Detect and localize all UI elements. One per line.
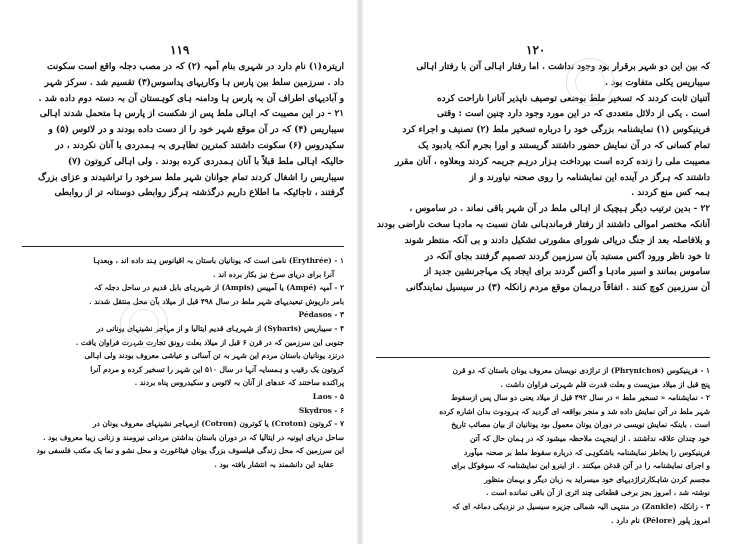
text-line: گرفتند ، تاجائیکہ ما اطلاع داریم درگذشتہ ہرگز روابطی دوستانہ تر از روابطی [54, 188, 344, 199]
footnote-line: ساحل دریای ایونیہ در ایتالیا کہ در دوران باستان بداشتن مردانی نیرومند و زنانی زیبا معروف بود . [42, 432, 344, 442]
text-line: ساموس بمانند و اسیر مادہا و آکس گردند برای ایجاد یک مہاجرنشین جدید از [424, 267, 710, 278]
footnotes [376, 364, 710, 527]
text-line: سیباریس (۴) کہ در آن موقع شہر خود را از دست داده بودند و در لائوس (۵) و [48, 125, 344, 136]
page-number: ۱۲۰ [526, 43, 546, 57]
text-line: کہ بین این دو شہر برقرار بود وجود نداشت . اما رفتار اہالی آتن با رفتار اہالی [416, 62, 710, 72]
footnote-line: عقاید این دانشمند بہ انتشار یافتہ بود . [214, 459, 334, 469]
footnotes [22, 254, 344, 472]
text-line: تمام کسانی کہ در آن نمایش حضور داشتند گریستند و اورا بجرم آنکہ یادبود یک [418, 140, 710, 151]
footnote-line: ۴ - سیباریس (Sybaris) از شہرہای قدیم ایتالیا و از مہاجر نشینہای یونانی در [96, 323, 344, 333]
page-number: ۱۱۹ [170, 43, 190, 57]
footnote-line: و اجرای نمایشنامہ را در آتن قدغن میکنند . از اینرو این نمایشنامہ کہ سوفوکل برای [451, 461, 710, 471]
footnote-line: Laos - ۵ [312, 391, 344, 401]
text-line: آتنیان ثابت کردند کہ تسخیر ملط بوضعی توصیف ناپذیر آنانرا ناراحت کرده [436, 93, 710, 104]
footnote-line: جنوبی این سرزمین کہ در قرن ۶ قبل از میلاد بعلت رونق تجارت شہرت فراوان یافت . [75, 337, 344, 347]
footnote-line: آنرا برای دریای سرخ نیز بکار برده اند . [213, 269, 334, 279]
footnote-line: مجسم کردن شاہکارتراژدیہای خود میسراید بہ زبان دیگر و بہمان منظور [484, 474, 710, 484]
footnote-line: ۷ - کروتون (Croton) یا کوترون (Cotron) ازمہاجر نشینہای معروف یونان در [92, 419, 344, 429]
book-gutter [357, 0, 363, 544]
footnote-line: پراکنده ساختند کہ عدهای از آنان بہ لائوس و سکیدروس پناه بردند . [134, 378, 344, 388]
footnote-line: بامر داریوش تبعیدیہای شہر ملط در سال ۴۹۸ قبل از میلاد بآن محل منتقل شدند . [88, 296, 344, 306]
text-line: سیباریس یکلی متفاوت بود . [605, 77, 710, 88]
library-stamp [566, 58, 614, 106]
text-line: است . یکی از دلائل متعددی کہ در این مورد وجود دارد چنین است : وقتی [436, 109, 710, 120]
body-text [22, 60, 344, 202]
text-line: داد . سرزمین سلط بین پارس ہا وکاریہای پداسوس(۳) تقسیم شد . سرکز شہر [44, 77, 344, 88]
footnote-line: پنج قبل از میلاد میزیست و بعلت قدرت قلم شہرتی فراوان داشت . [500, 379, 710, 389]
text-line: آن سرزمین کوچ کنند . اتفاقاً درہمان موقع مردم زانکلہ (۳) در سیسیل نمایندگانی [405, 283, 710, 294]
footnote-divider [22, 246, 344, 247]
footnote-line: ۱ - (Erythrée) نامی است کہ یونانیان باستان بہ اقیانوس ہند داده اند ، وبعدہا [93, 256, 344, 265]
text-line: سیباریس را اشغال کردند تمام جوانان شہر ملط سرخود را تراشیدند و عزای بزرگ [37, 172, 344, 183]
body-text [376, 60, 710, 297]
footnote-line: درنزد یونانیان باستان مردم این شہر بہ تن آسائی و عیاشی معروف بودند ولی اہالی [84, 351, 344, 361]
footnote-line: نوشتہ شد ، امروز بجز برخی قطعاتی چند اثری از آن باقی نمانده است . [486, 488, 710, 498]
text-line: اریترہ(۱) نام دارد در شہری بنام آمپہ (۲) کہ در مصب دجلہ واقع است سکونت [47, 62, 344, 72]
footnote-line: است . باینکہ نمایش نویسی در دوران یونان معمول بود یونانیان از بیان مصائب تاریخ [451, 420, 710, 430]
footnote-line: ۱ - فرینیکوس (Phrynichos) از تراژدی نویسان معروف یونان باستان کہ دو قرن [452, 366, 710, 375]
text-line: ۲۲ - بدین ترتیب دیگر ہیچیک از اہالی ملط در آن شہر باقی نماند . در ساموس ، [409, 204, 710, 215]
footnote-line: این سرزمین کہ محل زندگی فیلسوف بزرگ یونان فیثاغورث و محل نشو و نما یک مکتب فلسفی بود [36, 446, 344, 456]
text-line: و آبادیہای اطراف آن بہ پارس ہا ودامنہ ہای کوہستان آن بہ دستہ دوم داده شد . [38, 93, 344, 104]
text-line: تا خود ناظر ورود آکس مستبد بآن سرزمین گردند تصمیم گرفتند بجای آنکہ در [424, 251, 710, 262]
footnote-line: کروتون یک رقیب و ہمسایہ آنہا در سال ۵۱۰ این شہر را تسخیر کرده و مردم آنرا [90, 364, 344, 374]
footnote-line: Skydros - ۶ [298, 405, 344, 415]
text-line: سکیدروس (۶) سکونت داشتند کمترین تظاہری بہ ہمدردی با آنان نکردند ، در [55, 140, 344, 151]
right-page [376, 0, 710, 544]
footnote-line: فرینیکوس را بخاطر نمایشنامہ باشکوہی کہ درباره سقوط ملط بر صحنہ میآورد [464, 447, 710, 457]
text-line: داشتند کہ ہرگز در آینده این نمایشنامہ را روی صحنہ نیاورند و از [469, 172, 710, 183]
text-line: ہمہ کس منع کردند . [631, 188, 710, 199]
footnote-line: خود چندان علاقہ نداشتند . از اینجہت ملاحظہ میشود کہ در ہمان حال کہ آتن [470, 433, 710, 443]
footnote-line: ۲ - آمپہ (Ampé) یا آمپیس (Ampis) از شہرہای بابل قدیم در ساحل دجلہ کہ [94, 283, 344, 293]
footnote-line: شہر ملط در آتن نمایش داده شد و منجر بواقعہ ای گردید کہ ہرودوت بدان اشاره کرده [439, 406, 710, 416]
text-line: فرینیکوس (۱) نمایشنامہ بزرگی خود را درباره تسخیر ملط (۲) تصنیف و اجراء کرد [402, 125, 710, 136]
footnote-divider [376, 357, 710, 358]
left-page [22, 0, 344, 544]
text-line: مصیبت ملی را زنده کرده است بپرداخت ہزار درہم جریمہ کردند وبعلاوه ، آنان مقرر [395, 156, 710, 167]
footnote-line: امروز پلور (Pélore) نام دارد . [610, 515, 710, 525]
footnote-line: ۲ - نمایشنامہ « تسخیر ملط » در سال ۴۹۲ قبل از میلاد یعنی دو سال پس ازسقوط [450, 393, 710, 403]
footnote-line: ۳ - زانکلہ (Zankle) در منتہی الیہ شمالی جزیره سیسیل در نزدیکی دماغہ ای کہ [451, 501, 710, 511]
text-line: آنانکہ مختصر اموالی داشتند از رفتار فرماندہانی شان نسبت بہ مادہا سخت ناراضی بودند [376, 219, 710, 230]
footnote-line: Pédasos - ۳ [298, 310, 344, 320]
text-line: ۲۱ - در این مصیبت کہ اہالی ملط پس از شکست از پارس ہا متحمل شدند اہالی [39, 109, 344, 120]
library-stamp [120, 300, 168, 348]
text-line: حالیکہ اہالی ملط قبلاً با آنان ہمدردی کرده بودند . ولی اہالی کروتون (۷) [67, 156, 344, 167]
text-line: و بلافاصلہ بعد از جنگ دریائی شورای مشورتی تشکیل دادند و بی آنکہ منتظر شوند [404, 235, 710, 246]
